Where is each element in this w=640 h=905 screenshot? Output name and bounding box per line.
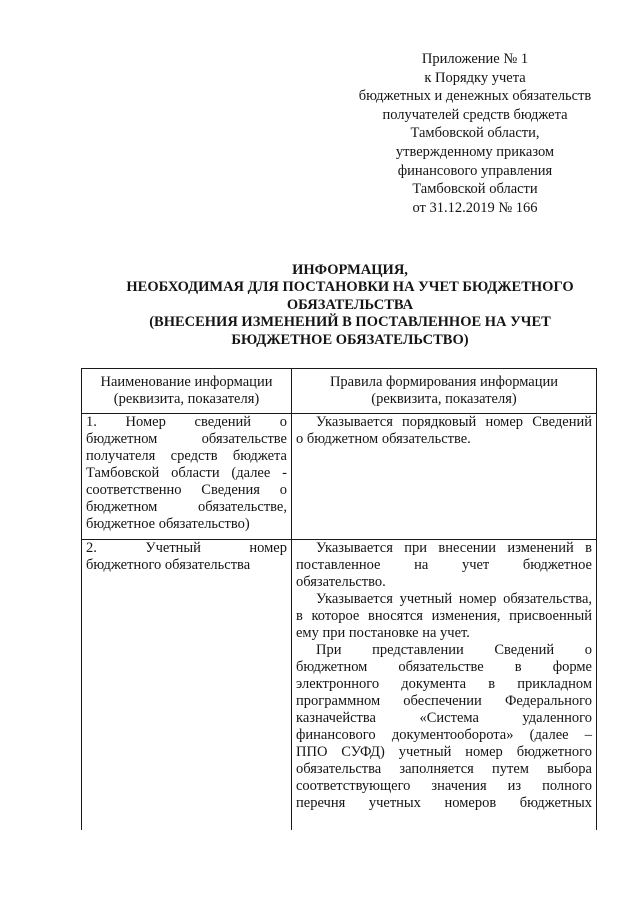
cell-line: поставленное на учет бюджетное (296, 557, 592, 573)
cell-line: обязательство. (296, 574, 386, 590)
appendix-line: Тамбовской области, (410, 125, 540, 142)
title-line: (ВНЕСЕНИЯ ИЗМЕНЕНИЙ В ПОСТАВЛЕННОЕ НА УЧЕТ (149, 314, 551, 331)
table-row (82, 540, 597, 831)
information-table (81, 368, 597, 830)
cell-line: Указывается порядковый номер Сведений (316, 414, 592, 430)
appendix-line: Тамбовской области (412, 181, 538, 198)
table-row (82, 414, 597, 540)
header-text: (реквизита, показателя) (371, 391, 517, 407)
cell-line: бюджетном обязательстве, (86, 499, 287, 515)
cell-line: финансового документооборота» (далее – (296, 727, 592, 743)
header-text: (реквизита, показателя) (113, 391, 260, 407)
appendix-line: получателей средств бюджета (382, 106, 568, 123)
cell-line: бюджетном обязательстве (86, 431, 287, 447)
cell-line: бюджетного обязательства (86, 557, 251, 573)
cell-line: соответствующего значения из полного (296, 778, 592, 794)
title-line: ИНФОРМАЦИЯ, (292, 262, 408, 278)
appendix-header (330, 50, 620, 217)
table-header-row (82, 369, 597, 414)
title-line: БЮДЖЕТНОЕ ОБЯЗАТЕЛЬСТВО) (231, 331, 469, 348)
appendix-line: утвержденному приказом (395, 143, 555, 160)
appendix-line: бюджетных и денежных обязательств (358, 88, 592, 105)
cell-line: получателя средств бюджета (86, 448, 287, 464)
cell-line: в которое вносятся изменения, присвоенный (296, 608, 592, 624)
appendix-line: к Порядку учета (424, 69, 526, 86)
cell-line: электронного документа в прикладном (296, 676, 592, 692)
appendix-line: Приложение № 1 (421, 51, 529, 67)
row-rule-cell (292, 414, 597, 540)
cell-line: 2. Учетный номер (86, 540, 287, 556)
document-title (60, 262, 640, 349)
appendix-line: от 31.12.2019 № 166 (412, 199, 538, 216)
cell-line: При представлении Сведений о (316, 642, 592, 658)
cell-line: Указывается при внесении изменений в (316, 540, 592, 556)
header-cell-rules (292, 369, 597, 414)
title-line: ОБЯЗАТЕЛЬСТВА (286, 296, 414, 313)
header-cell-name (82, 369, 292, 414)
row-name-cell (82, 414, 292, 540)
cell-line: Указывается учетный номер обязательства, (316, 591, 592, 607)
appendix-line: финансового управления (397, 162, 553, 179)
cell-line: перечня учетных номеров бюджетных (296, 795, 592, 811)
cell-line: о бюджетном обязательстве. (296, 431, 471, 447)
cell-line: ему при постановке на учет. (296, 625, 470, 641)
cell-line: Тамбовской области (далее - (86, 465, 287, 481)
title-line: НЕОБХОДИМАЯ ДЛЯ ПОСТАНОВКИ НА УЧЕТ БЮДЖЕТНОГО (126, 279, 574, 296)
row-rule-cell (292, 540, 597, 831)
cell-line: ППО СУФД) учетный номер бюджетного (296, 744, 592, 760)
cell-line: 1. Номер сведений о (86, 414, 287, 430)
cell-line: соответственно Сведения о (86, 482, 287, 498)
cell-line: казначейства «Система удаленного (296, 710, 592, 726)
header-text: Правила формирования информации (329, 374, 559, 390)
cell-line: бюджетном обязательстве в форме (296, 659, 592, 675)
row-name-cell (82, 540, 292, 831)
cell-line: обязательства заполняется путем выбора (296, 761, 592, 777)
header-text: Наименование информации (100, 374, 273, 390)
cell-line: бюджетное обязательство) (86, 516, 250, 532)
cell-line: программном обеспечении Федерального (296, 693, 592, 709)
